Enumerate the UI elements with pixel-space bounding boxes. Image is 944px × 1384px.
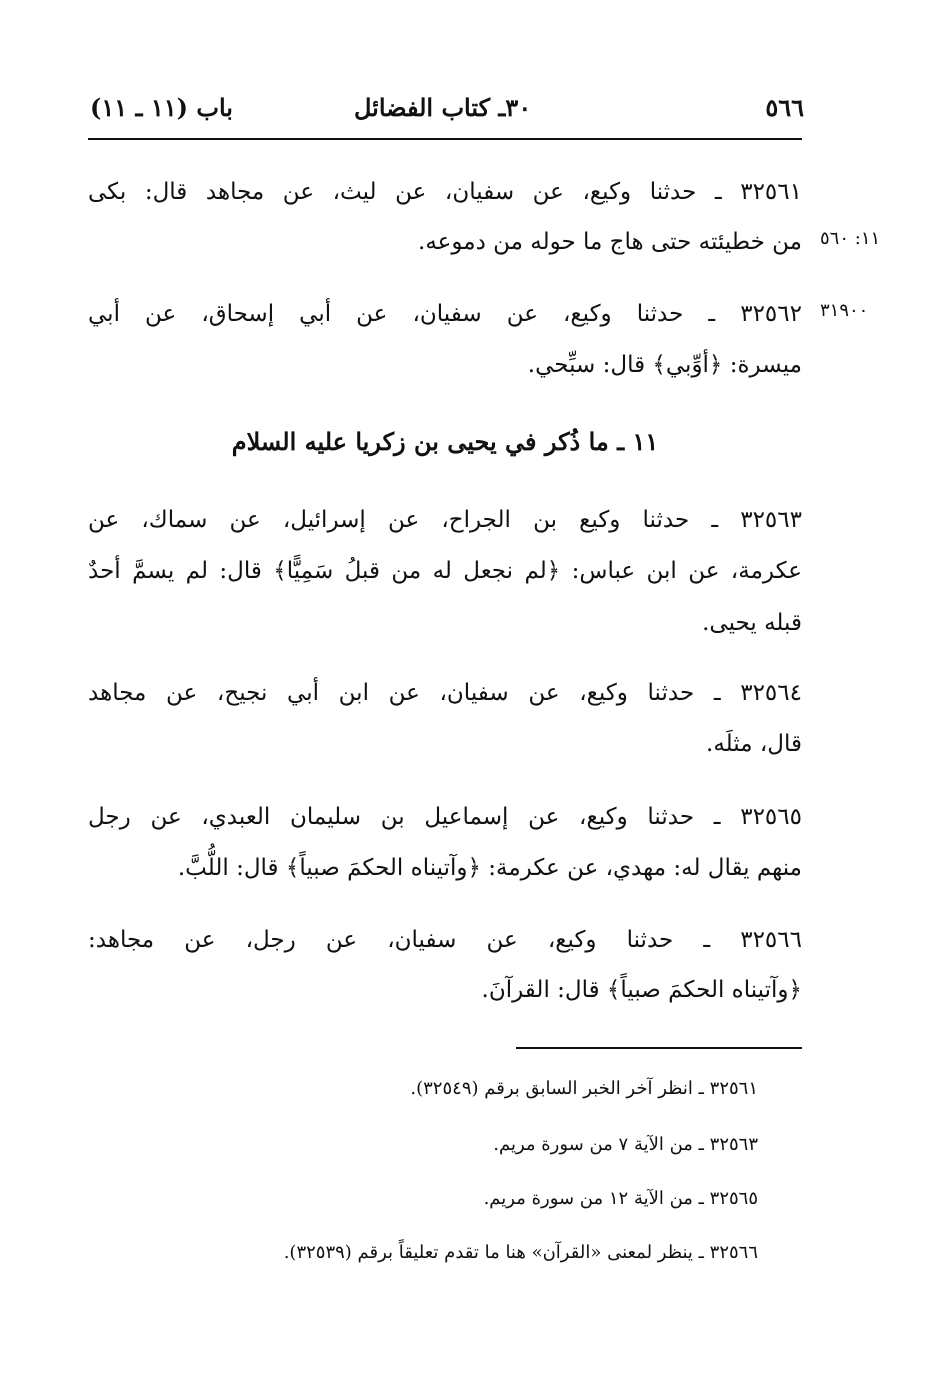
text-line: ٣٢٥٦٣ ـ حدثنا وكيع بن الجراح، عن إسرائيل، عن سماك، عن [88, 507, 802, 533]
footnote: ٣٢٥٦١ ـ انظر آخر الخبر السابق برقم (٣٢٥٤٩). [410, 1078, 758, 1099]
text-line: ٣٢٥٦٥ ـ حدثنا وكيع، عن إسماعيل بن سليمان العبدي، عن رجل [88, 804, 802, 830]
chapter-label: باب (١١ ـ ١١) [90, 93, 233, 122]
footnote: ٣٢٥٦٦ ـ ينظر لمعنى «القرآن» هنا ما تقدم تعليقاً برقم (٣٢٥٣٩). [283, 1242, 758, 1263]
text-line: عكرمة، عن ابن عباس: ﴿لم نجعل له من قبلُ سَمِيًّا﴾ قال: لم يسمَّ أحدٌ [88, 558, 802, 584]
footnote-rule [516, 1047, 802, 1049]
text-line: قال، مثلَه. [706, 731, 802, 757]
margin-ref: ٣١٩٠٠ [820, 300, 869, 321]
book-title: ٣٠ـ كتاب الفضائل [354, 93, 532, 122]
text-line: ٣٢٥٦٤ ـ حدثنا وكيع، عن سفيان، عن ابن أبي نجيح، عن مجاهد [88, 680, 802, 706]
footnote: ٣٢٥٦٥ ـ من الآية ١٢ من سورة مريم. [483, 1188, 758, 1209]
text-line: ٣٢٥٦١ ـ حدثنا وكيع، عن سفيان، عن ليث، عن مجاهد قال: بكى [88, 179, 802, 205]
text-line: ٣٢٥٦٦ ـ حدثنا وكيع، عن سفيان، عن رجل، عن مجاهد: [88, 927, 802, 953]
text-line: ﴿وآتيناه الحكمَ صبياً﴾ قال: القرآنَ. [481, 977, 802, 1003]
text-line: ميسرة: ﴿أوِّبي﴾ قال: سبِّحي. [527, 352, 802, 378]
margin-ref: ١١: ٥٦٠ [820, 228, 881, 249]
text-line: ٣٢٥٦٢ ـ حدثنا وكيع، عن سفيان، عن أبي إسحاق، عن أبي [88, 301, 802, 327]
header-rule [88, 138, 802, 140]
section-heading: ١١ ـ ما ذُكر في يحيى بن زكريا عليه السلام [231, 427, 659, 456]
footnote: ٣٢٥٦٣ ـ من الآية ٧ من سورة مريم. [493, 1134, 758, 1155]
text-line: قبله يحيى. [702, 610, 802, 636]
text-line: من خطيئته حتى هاج ما حوله من دموعه. [418, 229, 802, 255]
page-number: ٥٦٦ [765, 93, 804, 122]
text-line: منهم يقال له: مهدي، عن عكرمة: ﴿وآتيناه الحكمَ صبياً﴾ قال: اللُّبَّ. [177, 855, 802, 881]
